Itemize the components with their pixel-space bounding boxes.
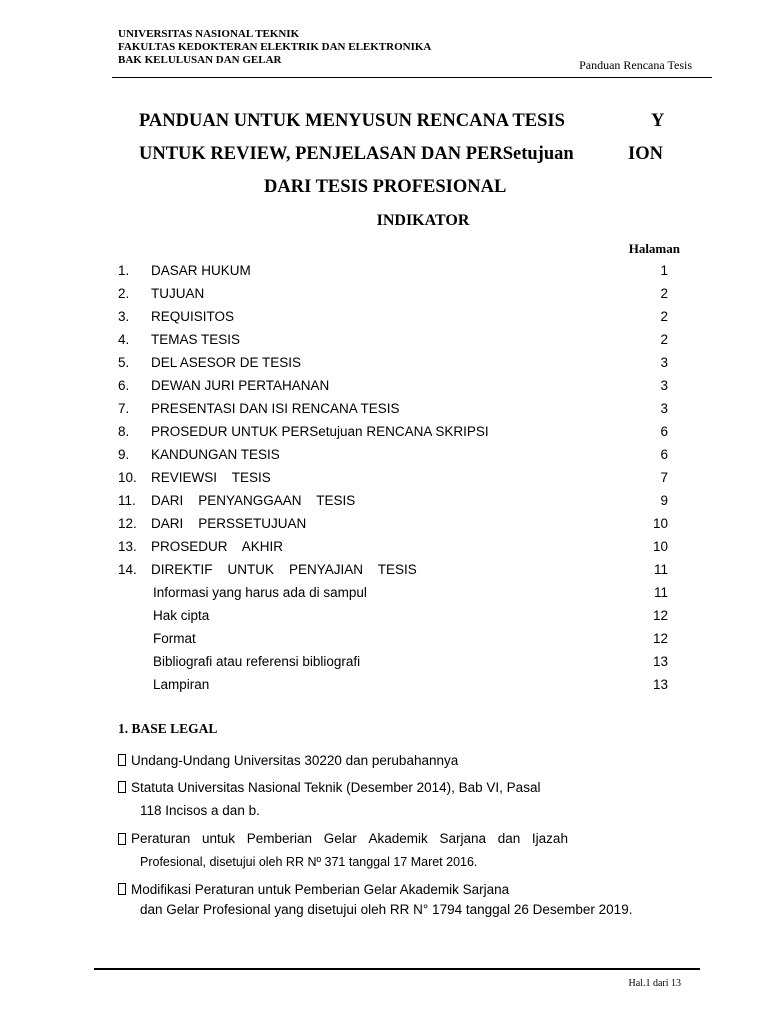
toc-item-page: 3	[660, 378, 668, 393]
toc-item[interactable]	[118, 377, 668, 400]
word: Pemberian	[246, 831, 313, 846]
title-line-3: DARI TESIS PROFESIONAL	[264, 177, 507, 197]
toc-item[interactable]	[118, 423, 668, 446]
toc-item-title: REQUISITOS	[151, 309, 235, 324]
toc-item-number: 14.	[118, 562, 137, 577]
toc-heading: INDIKATOR	[376, 212, 470, 229]
toc-subitem[interactable]	[118, 653, 668, 676]
toc-item-page: 3	[660, 401, 668, 416]
toc-subitem-title: Bibliografi atau referensi bibliografi	[153, 654, 361, 669]
toc-item-page: 9	[660, 493, 668, 508]
toc-item-page: 2	[660, 286, 668, 301]
toc-item-page: 11	[653, 562, 668, 577]
bullet-icon	[118, 833, 126, 845]
institution-header	[118, 28, 431, 67]
toc-item-page: 6	[660, 447, 668, 462]
legal-base-list	[118, 750, 678, 924]
toc-item-page: 7	[660, 470, 668, 485]
toc-item-number: 1.	[118, 263, 130, 278]
toc-page-column-header: Halaman	[628, 241, 680, 256]
toc-item-number: 10.	[118, 470, 137, 485]
legal-item-text: Statuta Universitas Nasional Teknik (Desember 2014), Bab VI, Pasal	[131, 780, 541, 795]
word: Ijazah	[531, 831, 568, 846]
toc-item[interactable]	[118, 446, 668, 469]
table-of-contents	[118, 262, 668, 699]
legal-item	[118, 750, 678, 772]
toc-subitem-title: Format	[153, 631, 196, 646]
legal-item	[118, 777, 678, 823]
toc-subitem-page: 12	[652, 631, 668, 646]
toc-item-number: 8.	[118, 424, 130, 439]
toc-item-title: DASAR HUKUM	[151, 263, 251, 278]
toc-subitem[interactable]	[118, 584, 668, 607]
toc-item-number: 7.	[118, 401, 130, 416]
bullet-icon	[118, 754, 126, 766]
toc-subitem-title: Informasi yang harus ada di sampul	[153, 585, 367, 600]
legal-item-text: Undang-Undang Universitas 30220 dan perubahannya	[131, 753, 459, 768]
toc-subitem-page: 13	[652, 677, 668, 692]
toc-item-number: 13.	[118, 539, 137, 554]
toc-subitem-page: 12	[652, 608, 668, 623]
toc-subitem-title: Hak cipta	[153, 608, 210, 623]
toc-item-title: PRESENTASI DAN ISI RENCANA TESIS	[151, 401, 400, 416]
toc-item-title: DARI PENYANGGAAN TESIS	[151, 493, 356, 508]
toc-item[interactable]	[118, 262, 668, 285]
toc-subitem-title: Lampiran	[153, 677, 210, 692]
section-heading-legal-base: 1. BASE LEGAL	[118, 721, 218, 736]
header-line-office: BAK KELULUSAN DAN GELAR	[118, 54, 282, 66]
toc-item-number: 6.	[118, 378, 130, 393]
toc-item-title: KANDUNGAN TESIS	[151, 447, 280, 462]
document-running-title: Panduan Rencana Tesis	[579, 58, 692, 72]
bullet-icon	[118, 781, 126, 793]
toc-item[interactable]	[118, 561, 668, 584]
toc-item-number: 5.	[118, 355, 130, 370]
title-line-2: UNTUK REVIEW, PENJELASAN DAN PERSetujuan	[139, 144, 574, 164]
toc-item[interactable]	[118, 400, 668, 423]
toc-item-title: DIREKTIF UNTUK PENYAJIAN TESIS	[151, 562, 417, 577]
toc-subitem[interactable]	[118, 630, 668, 653]
header-line-faculty: FAKULTAS KEDOKTERAN ELEKTRIK DAN ELEKTRONIKA	[118, 41, 432, 53]
word: Peraturan	[131, 831, 191, 846]
legal-item-continuation: 118 Incisos a dan b.	[140, 803, 260, 818]
toc-item[interactable]	[118, 285, 668, 308]
toc-item-title: TEMAS TESIS	[151, 332, 241, 347]
toc-item-number: 11.	[118, 493, 136, 508]
toc-item-page: 3	[660, 355, 668, 370]
toc-item-title: REVIEWSI TESIS	[151, 470, 271, 485]
toc-item-title: DEWAN JURI PERTAHANAN	[151, 378, 330, 393]
toc-item-number: 4.	[118, 332, 130, 347]
toc-item-number: 12.	[118, 516, 137, 531]
title-line-2-aside: ION	[628, 144, 663, 164]
toc-item[interactable]	[118, 331, 668, 354]
toc-item-number: 9.	[118, 447, 130, 462]
toc-item-title: PROSEDUR UNTUK PERSetujuan RENCANA SKRIPSI	[151, 424, 489, 439]
legal-item-text	[131, 828, 568, 850]
header-divider	[112, 77, 712, 78]
toc-item-title: TUJUAN	[151, 286, 205, 301]
title-line-1-aside: Y	[651, 111, 665, 131]
toc-item[interactable]	[118, 308, 668, 331]
title-line-1: PANDUAN UNTUK MENYUSUN RENCANA TESIS	[139, 111, 565, 131]
toc-subitem-page: 13	[652, 654, 668, 669]
footer-divider	[94, 968, 700, 970]
toc-item[interactable]	[118, 354, 668, 377]
toc-item-page: 10	[652, 516, 668, 531]
toc-subitem-page: 11	[653, 585, 668, 600]
toc-item-page: 2	[660, 332, 668, 347]
toc-item-page: 6	[660, 424, 668, 439]
word: untuk	[202, 831, 236, 846]
legal-item	[118, 879, 678, 919]
word: dan	[497, 831, 521, 846]
toc-item-number: 2.	[118, 286, 130, 301]
page-number: Hal.1 dari 13	[628, 978, 681, 989]
legal-item	[118, 828, 678, 874]
toc-item[interactable]	[118, 469, 668, 492]
toc-item[interactable]	[118, 492, 668, 515]
word: Akademik	[368, 831, 428, 846]
toc-item-page: 2	[660, 309, 668, 324]
legal-item-text: Modifikasi Peraturan untuk Pemberian Gelar Akademik Sarjana	[131, 882, 510, 897]
legal-item-continuation: Profesional, disetujui oleh RR Nº 371 tanggal 17 Maret 2016.	[140, 855, 478, 869]
toc-item-page: 10	[652, 539, 668, 554]
toc-item-title: DEL ASESOR DE TESIS	[151, 355, 302, 370]
toc-item[interactable]	[118, 538, 668, 561]
toc-item-number: 3.	[118, 309, 130, 324]
toc-subitem[interactable]	[118, 607, 668, 630]
word: Gelar	[323, 831, 357, 846]
header-line-university: UNIVERSITAS NASIONAL TEKNIK	[118, 28, 300, 40]
toc-item[interactable]	[118, 515, 668, 538]
toc-item-page: 1	[660, 263, 668, 278]
word: Sarjana	[439, 831, 486, 846]
toc-item-title: PROSEDUR AKHIR	[151, 539, 284, 554]
toc-item-title: DARI PERSSETUJUAN	[151, 516, 307, 531]
legal-item-continuation: dan Gelar Profesional yang disetujui oleh RR N° 1794 tanggal 26 Desember 2019.	[140, 902, 633, 917]
toc-subitem[interactable]	[118, 676, 668, 699]
bullet-icon	[118, 883, 126, 895]
